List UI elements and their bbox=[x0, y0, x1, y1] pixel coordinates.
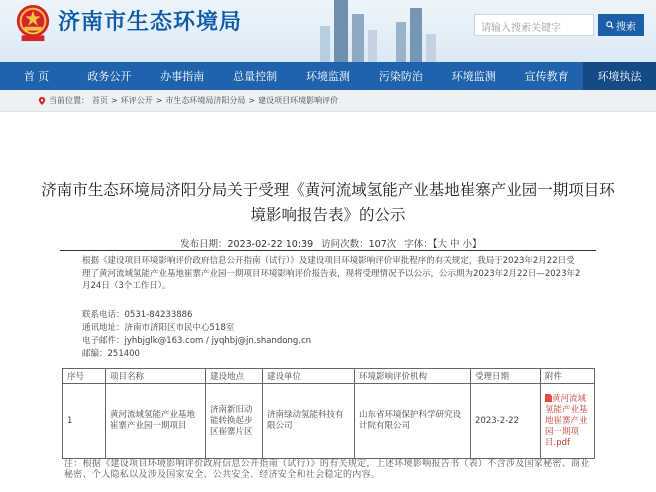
table-header-cell: 项目名称 bbox=[106, 369, 206, 384]
nav-item-pollution[interactable]: 污染防治 bbox=[378, 70, 423, 83]
project-table bbox=[62, 368, 595, 459]
view-count: 访问次数：107次 bbox=[321, 239, 397, 250]
nav-item-home[interactable]: 首 页 bbox=[23, 70, 50, 83]
main-nav bbox=[0, 62, 656, 90]
breadcrumb-separator: > bbox=[155, 96, 163, 105]
breadcrumb-bar bbox=[0, 90, 656, 112]
site-title[interactable]: 济南市生态环境局 bbox=[58, 10, 243, 35]
location-pin-icon bbox=[38, 97, 46, 105]
search-input[interactable]: 请输入搜索关键字 bbox=[474, 14, 594, 36]
nav-item-publicity[interactable]: 宣传教育 bbox=[524, 70, 569, 83]
nav-item-monitoring[interactable]: 环境监测 bbox=[306, 70, 350, 83]
breadcrumb-home[interactable]: 首页 bbox=[92, 96, 108, 105]
table-header-cell: 附件 bbox=[541, 369, 595, 384]
article-title: 济南市生态环境局济阳分局关于受理《黄河流域氢能产业基地崔寨产业园一期项目环境影响报告表》的公示 bbox=[41, 181, 615, 224]
breadcrumb-separator: > bbox=[111, 96, 118, 105]
search-icon bbox=[606, 21, 614, 29]
project-name: 黄河流域氢能产业基地崔寨产业园一期项目 bbox=[106, 384, 206, 459]
eia-agency: 山东省环境保护科学研究设计院有限公司 bbox=[355, 384, 471, 459]
table-header-cell: 受理日期 bbox=[471, 369, 541, 384]
attachment-link[interactable]: 黄河流域氢能产业基地崔寨产业园一期项目.pdf bbox=[545, 393, 588, 448]
pdf-file-icon bbox=[545, 394, 552, 402]
meta-divider bbox=[60, 250, 596, 251]
accept-date: 2023-2-22 bbox=[471, 384, 541, 459]
project-builder: 济南绿动氢能科技有限公司 bbox=[263, 384, 355, 459]
national-emblem-icon bbox=[14, 3, 52, 43]
project-location: 济南新旧动能转换起步区崔寨片区 bbox=[206, 384, 263, 459]
search-button-label: 搜索 bbox=[616, 21, 636, 33]
nav-item-gov-affairs[interactable]: 政务公开 bbox=[87, 70, 132, 83]
contact-address: 通讯地址：济南市济阳区市民中心518室 bbox=[82, 323, 235, 333]
breadcrumb bbox=[38, 95, 338, 106]
breadcrumb-eia[interactable]: 环评公开 bbox=[120, 96, 153, 105]
article-body: 根据《建设项目环境影响评价政府信息公开指南（试行）》及建设项目环境影响评价审批程序的有关规定，我局于2023年2月22日受理了黄河流域氢能产业基地崔寨产业园一期项目环境影响评价报告表，现将受理情况予以公示，公示期为2023年2月22日—2023年2月24日（3个工作日）。 bbox=[82, 256, 581, 291]
publish-date: 发布日期：2023-02-22 10:39 bbox=[180, 239, 314, 250]
contact-postcode: 邮编：251400 bbox=[82, 349, 140, 359]
contact-email: 电子邮件：jyhbjglk@163.com / jyqhbj@jn.shandong.cn bbox=[82, 336, 311, 346]
breadcrumb-branch[interactable]: 市生态环境局济阳分局 bbox=[165, 96, 246, 105]
search-button[interactable] bbox=[598, 14, 644, 36]
nav-item-total-control[interactable]: 总量控制 bbox=[233, 70, 278, 83]
contact-phone: 联系电话：0531-84233886 bbox=[82, 310, 193, 320]
attachment-cell bbox=[541, 384, 595, 459]
row-number: 1 bbox=[63, 384, 106, 459]
site-header bbox=[0, 0, 656, 62]
breadcrumb-prefix: 当前位置： bbox=[49, 96, 89, 105]
table-row bbox=[63, 384, 595, 459]
nav-item-guide[interactable]: 办事指南 bbox=[160, 70, 205, 83]
article-meta bbox=[180, 236, 482, 250]
font-size-switcher[interactable]: 【大 中 小】 bbox=[432, 239, 482, 250]
table-header-cell: 建设单位 bbox=[263, 369, 355, 384]
table-header-cell: 环境影响评价机构 bbox=[355, 369, 471, 384]
table-header-cell: 序号 bbox=[63, 369, 106, 384]
table-header-cell: 建设地点 bbox=[206, 369, 263, 384]
breadcrumb-separator: > bbox=[248, 96, 256, 105]
font-size-label: 字体： bbox=[404, 239, 433, 250]
breadcrumb-current[interactable]: 建设项目环境影响评价 bbox=[258, 96, 339, 105]
nav-item-monitoring-2[interactable]: 环境监测 bbox=[451, 70, 496, 83]
nav-item-enforcement[interactable]: 环境执法 bbox=[583, 62, 656, 90]
disclaimer-note: 注：根据《建设项目环境影响评价政府信息公开指南（试行）》的有关规定，上述环境影响报告书（表）不含涉及国家秘密、商业秘密、个人隐私以及涉及国家安全、公共安全、经济安全和社会稳定的内容。 bbox=[64, 459, 590, 480]
city-skyline-graphic bbox=[300, 0, 450, 62]
table-header-row bbox=[63, 369, 595, 384]
